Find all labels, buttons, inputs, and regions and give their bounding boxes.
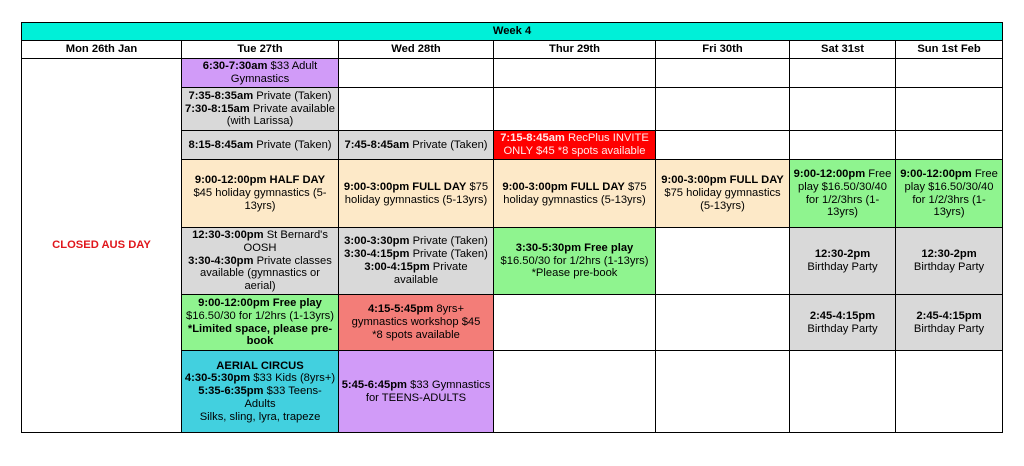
tue-free-play: 9:00-12:00pm Free play $16.50/30 for 1/2hrs (1-13yrs) *Limited space, please pre-book	[182, 295, 339, 351]
empty-cell	[656, 351, 790, 433]
tue-private-sessions: 7:35-8:35am Private (Taken) 7:30-8:15am Private available (with Larissa)	[182, 88, 339, 131]
empty-cell	[339, 88, 494, 131]
sat-free-play: 9:00-12:00pm Free play $16.50/30/40 for 1/2/3hrs (1-13yrs)	[790, 160, 896, 228]
empty-cell	[896, 88, 1003, 131]
thu-full-day: 9:00-3:00pm FULL DAY $75 holiday gymnastics (5-13yrs)	[494, 160, 656, 228]
empty-cell	[494, 59, 656, 88]
day-header-tue: Tue 27th	[182, 41, 339, 59]
empty-cell	[896, 131, 1003, 160]
tue-private-taken: 8:15-8:45am Private (Taken)	[182, 131, 339, 160]
weekly-schedule-table	[21, 22, 1003, 433]
thu-recplus-invite: 7:15-8:45am RecPlus INVITE ONLY $45 *8 spots available	[494, 131, 656, 160]
day-header-sat: Sat 31st	[790, 41, 896, 59]
sun-birthday-party: 12:30-2pm Birthday Party	[896, 228, 1003, 295]
day-header-wed: Wed 28th	[339, 41, 494, 59]
empty-cell	[494, 88, 656, 131]
empty-cell	[339, 59, 494, 88]
empty-cell	[896, 59, 1003, 88]
day-header-row	[22, 41, 1003, 59]
sat-birthday-party: 2:45-4:15pm Birthday Party	[790, 295, 896, 351]
sat-birthday-party: 12:30-2pm Birthday Party	[790, 228, 896, 295]
wed-teens-adults-gymnastics: 5:45-6:45pm $33 Gymnastics for TEENS-ADULTS	[339, 351, 494, 433]
day-header-fri: Fri 30th	[656, 41, 790, 59]
tue-half-day: 9:00-12:00pm HALF DAY $45 holiday gymnastics (5-13yrs)	[182, 160, 339, 228]
empty-cell	[656, 228, 790, 295]
empty-cell	[494, 295, 656, 351]
empty-cell	[494, 351, 656, 433]
day-header-mon: Mon 26th Jan	[22, 41, 182, 59]
wed-private-taken: 7:45-8:45am Private (Taken)	[339, 131, 494, 160]
schedule-row	[22, 59, 1003, 88]
empty-cell	[790, 59, 896, 88]
week-header-row	[22, 23, 1003, 41]
tue-adult-gymnastics: 6:30-7:30am $33 Adult Gymnastics	[182, 59, 339, 88]
empty-cell	[790, 351, 896, 433]
fri-full-day: 9:00-3:00pm FULL DAY $75 holiday gymnastics (5-13yrs)	[656, 160, 790, 228]
sun-free-play: 9:00-12:00pm Free play $16.50/30/40 for 1/2/3hrs (1-13yrs)	[896, 160, 1003, 228]
thu-free-play: 3:30-5:30pm Free play $16.50/30 for 1/2hrs (1-13yrs) *Please pre-book	[494, 228, 656, 295]
wed-gymnastics-workshop: 4:15-5:45pm 8yrs+ gymnastics workshop $45 *8 spots available	[339, 295, 494, 351]
empty-cell	[656, 131, 790, 160]
empty-cell	[656, 88, 790, 131]
tue-afternoon-sessions: 12:30-3:00pm St Bernard's OOSH 3:30-4:30pm Private classes available (gymnastics or aerial)	[182, 228, 339, 295]
wed-private-sessions: 3:00-3:30pm Private (Taken) 3:30-4:15pm Private (Taken) 3:00-4:15pm Private available	[339, 228, 494, 295]
week-label: Week 4	[22, 23, 1003, 41]
empty-cell	[790, 131, 896, 160]
tue-aerial-circus: AERIAL CIRCUS 4:30-5:30pm $33 Kids (8yrs+) 5:35-6:35pm $33 Teens-Adults Silks, sling, lyra, trapeze	[182, 351, 339, 433]
empty-cell	[790, 88, 896, 131]
sun-birthday-party: 2:45-4:15pm Birthday Party	[896, 295, 1003, 351]
empty-cell	[656, 295, 790, 351]
mon-closed-notice: CLOSED AUS DAY	[22, 59, 182, 433]
day-header-sun: Sun 1st Feb	[896, 41, 1003, 59]
empty-cell	[656, 59, 790, 88]
wed-full-day: 9:00-3:00pm FULL DAY $75 holiday gymnastics (5-13yrs)	[339, 160, 494, 228]
day-header-thu: Thur 29th	[494, 41, 656, 59]
empty-cell	[896, 351, 1003, 433]
